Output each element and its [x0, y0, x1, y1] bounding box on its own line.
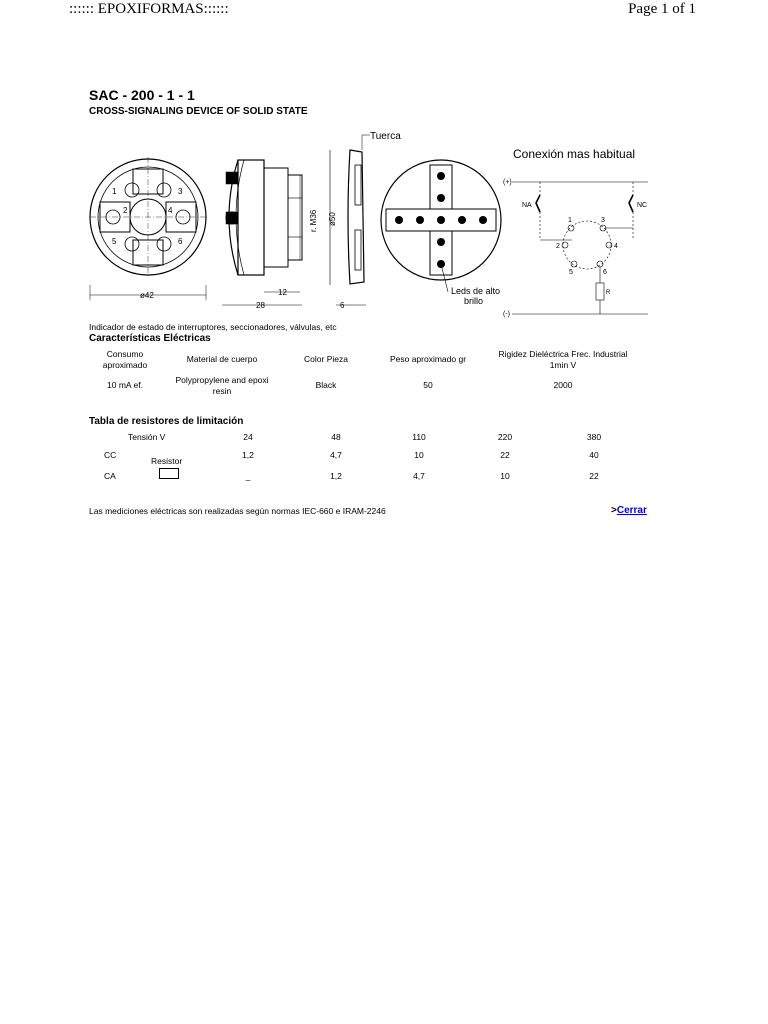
- voltage-cell: 24: [243, 432, 253, 442]
- ca-cell: 4,7: [413, 471, 425, 481]
- product-subtitle: CROSS-SIGNALING DEVICE OF SOLID STATE: [89, 106, 308, 117]
- product-title: SAC - 200 - 1 - 1: [89, 87, 195, 103]
- resistor-heading: Tabla de resistores de limitación: [89, 416, 244, 427]
- schematic-pin-6: 6: [603, 269, 607, 276]
- voltage-cell: 110: [412, 432, 426, 442]
- ca-cell: 10: [500, 471, 510, 481]
- front-view: [90, 157, 206, 277]
- voltage-label: Tensión V: [128, 432, 166, 442]
- schematic-pin-5: 5: [569, 269, 573, 276]
- dimension-50: ø50: [328, 212, 337, 226]
- pin-label-4: 4: [168, 206, 173, 215]
- dimension-42: ø42: [140, 291, 154, 300]
- value-rigidez: 2000: [553, 380, 573, 390]
- ca-cell: _: [245, 471, 251, 481]
- schematic-labels: [503, 179, 647, 318]
- ca-label: CA: [104, 471, 116, 481]
- pin-label-3: 3: [178, 187, 183, 196]
- schematic-pin-3: 3: [601, 217, 605, 224]
- pin-label-5: 5: [112, 237, 117, 246]
- value-consumo: 10 mA ef.: [107, 380, 143, 390]
- pin-label-2: 2: [123, 206, 128, 215]
- schematic-plus: (+): [503, 179, 512, 186]
- header-rigidez: Rigidez Dieléctrica Frec. Industrial 1min V: [498, 349, 628, 370]
- schematic-pin-2: 2: [556, 243, 560, 250]
- product-description: Indicador de estado de interruptores, seccionadores, válvulas, etc: [89, 322, 337, 332]
- cc-cell: 22: [500, 450, 510, 460]
- close-link[interactable]: Cerrar: [616, 505, 647, 516]
- cc-cell: 40: [589, 450, 599, 460]
- header-color: Color Pieza: [304, 354, 348, 364]
- voltage-cell: 220: [497, 432, 513, 442]
- dimension-28: 28: [256, 301, 265, 310]
- cc-label: CC: [104, 450, 117, 460]
- page-indicator: Page 1 of 1: [628, 1, 696, 17]
- leds-label-line1: Leds de alto: [451, 286, 501, 296]
- header-material: Material de cuerpo: [186, 354, 258, 364]
- schematic-r: R: [606, 290, 611, 296]
- leds-label-line2: brillo: [464, 296, 484, 306]
- value-material: Polypropylene and epoxi resin: [175, 375, 269, 396]
- schematic-pin-1: 1: [568, 217, 572, 224]
- header-consumo: Consumo aproximado: [102, 349, 148, 370]
- dimension-m36: r. M36: [309, 209, 318, 232]
- dimension-12: 12: [278, 288, 287, 297]
- schematic-nc: NC: [637, 202, 648, 209]
- side-view: [226, 160, 302, 275]
- connection-schematic: [512, 182, 648, 314]
- value-color: Black: [315, 380, 337, 390]
- ca-cell: 1,2: [330, 471, 342, 481]
- nut-view: [348, 150, 364, 284]
- header-left-title: :::::: EPOXIFORMAS::::::: [69, 1, 229, 17]
- schematic-na: NA: [522, 202, 532, 209]
- value-peso: 50: [423, 380, 433, 390]
- cc-cell: 4,7: [330, 450, 342, 460]
- resistor-label: Resistor: [151, 456, 183, 466]
- standards-note: Las mediciones eléctricas son realizadas según normas IEC-660 e IRAM-2246: [89, 506, 386, 516]
- schematic-pin-4: 4: [614, 243, 618, 250]
- technical-drawing: [0, 120, 768, 320]
- ca-cell: 22: [589, 471, 599, 481]
- close-link-wrapper: [611, 505, 647, 516]
- cc-cell: 1,2: [242, 450, 254, 460]
- voltage-cell: 48: [331, 432, 341, 442]
- pin-label-1: 1: [112, 187, 117, 196]
- header-peso: Peso aproximado gr: [389, 354, 467, 364]
- cc-cell: 10: [414, 450, 424, 460]
- tuerca-label: Tuerca: [370, 131, 401, 142]
- pin-label-6: 6: [178, 237, 183, 246]
- schematic-minus: (-): [503, 311, 510, 318]
- close-prefix: >: [611, 505, 617, 516]
- dimension-6: 6: [340, 301, 345, 310]
- connection-title: Conexión mas habitual: [513, 147, 636, 161]
- voltage-cell: 380: [586, 432, 602, 442]
- electrical-heading: Características Eléctricas: [89, 333, 211, 344]
- resistor-symbol-icon: [159, 468, 179, 479]
